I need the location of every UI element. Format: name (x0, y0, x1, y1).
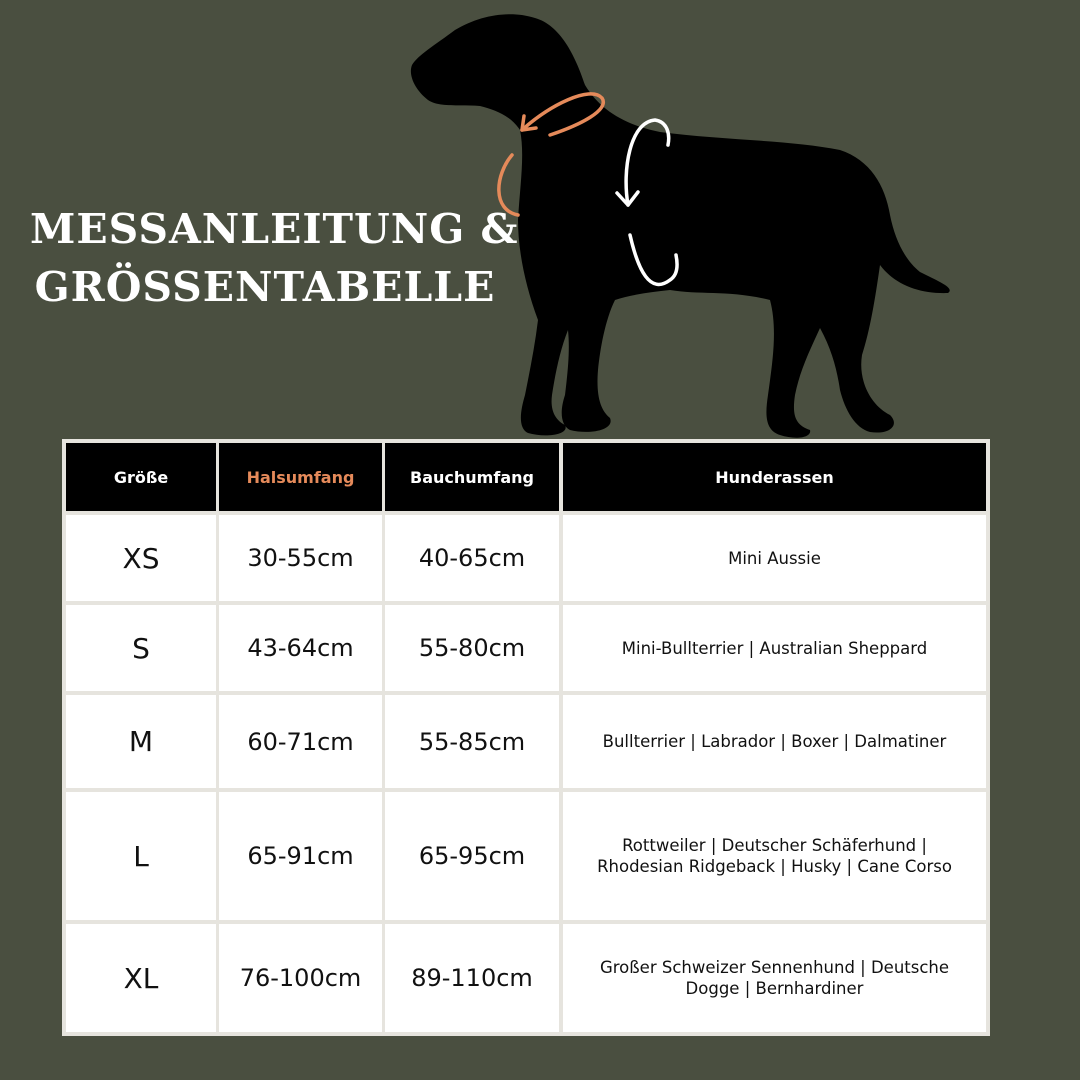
header-hunderassen: Hunderassen (563, 443, 986, 511)
table-cell-neck: 30-55cm (219, 515, 382, 601)
table-cell-size: M (66, 695, 216, 788)
table-cell-breeds: Mini Aussie (563, 515, 986, 601)
table-cell-neck: 76-100cm (219, 924, 382, 1032)
title-line-2: GRÖSSENTABELLE (34, 263, 496, 311)
table-cell-breeds: Großer Schweizer Sennenhund | Deutsche Dogge | Bernhardiner (563, 924, 986, 1032)
table-cell-breeds: Mini-Bullterrier | Australian Sheppard (563, 605, 986, 691)
table-cell-belly: 89-110cm (385, 924, 559, 1032)
table-cell-size: L (66, 792, 216, 920)
title-line-1: MESSANLEITUNG & (30, 205, 519, 253)
table-cell-neck: 43-64cm (219, 605, 382, 691)
table-cell-neck: 65-91cm (219, 792, 382, 920)
table-cell-size: XS (66, 515, 216, 601)
header-halsumfang: Halsumfang (219, 443, 382, 511)
table-cell-breeds: Bullterrier | Labrador | Boxer | Dalmatiner (563, 695, 986, 788)
table-cell-belly: 65-95cm (385, 792, 559, 920)
table-cell-size: XL (66, 924, 216, 1032)
table-cell-belly: 55-85cm (385, 695, 559, 788)
table-cell-breeds: Rottweiler | Deutscher Schäferhund | Rhodesian Ridgeback | Husky | Cane Corso (563, 792, 986, 920)
table-cell-neck: 60-71cm (219, 695, 382, 788)
size-table (62, 439, 990, 1036)
table-cell-belly: 55-80cm (385, 605, 559, 691)
table-cell-size: S (66, 605, 216, 691)
table-cell-belly: 40-65cm (385, 515, 559, 601)
dog-silhouette-illustration (400, 10, 960, 440)
header-bauchumfang: Bauchumfang (385, 443, 559, 511)
header-groesse: Größe (66, 443, 216, 511)
